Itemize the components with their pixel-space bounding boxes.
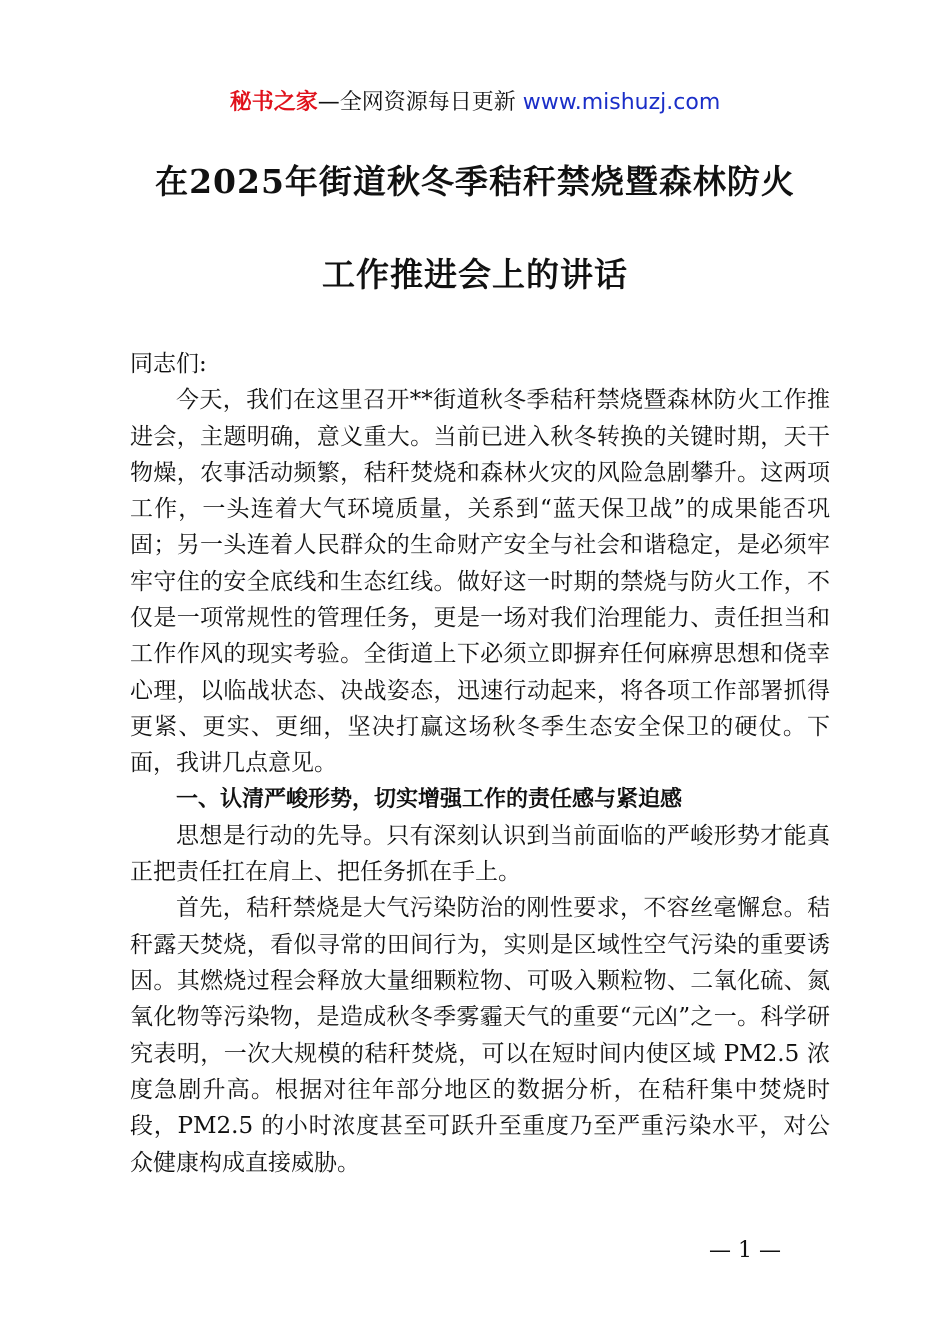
site-banner bbox=[0, 88, 950, 118]
paragraph-3: 首先，秸秆禁烧是大气污染防治的刚性要求，不容丝毫懈怠。秸秆露天焚烧，看似寻常的田间行为，实则是区域性空气污染的重要诱因。其燃烧过程会释放大量细颗粒物、可吸入颗粒物、二氧化硫、氮氧化物等污染物，是造成秋冬季雾霾天气的重要“元凶”之一。科学研究表明，一次大规模的秸秆焚烧，可以在短时间内使区域 PM2.5 浓度急剧升高。根据对往年部分地区的数据分析，在秸秆集中焚烧时段，PM2.5 的小时浓度甚至可跃升至重度乃至严重污染水平，对公众健康构成直接威胁。 bbox=[130, 895, 830, 1176]
paragraph-intro: 今天，我们在这里召开**街道秋冬季秸秆禁烧暨森林防火工作推进会，主题明确，意义重大。当前已进入秋冬转换的关键时期，天干物燥，农事活动频繁，秸秆焚烧和森林火灾的风险急剧攀升。这两项工作，一头连着大气环境质量，关系到“蓝天保卫战”的成果能否巩固；另一头连着人民群众的生命财产安全与社会和谐稳定，是必须牢牢守住的安全底线和生态红线。做好这一时期的禁烧与防火工作，不仅是一项常规性的管理任务，更是一场对我们治理能力、责任担当和工作作风的现实考验。全街道上下必须立即摒弃任何麻痹思想和侥幸心理，以临战状态、决战姿态，迅速行动起来，将各项工作部署抓得更紧、更实、更细，坚决打赢这场秋冬季生态安全保卫的硬仗。下面，我讲几点意见。 bbox=[130, 387, 830, 777]
document-body bbox=[130, 346, 830, 1181]
page-number: — 1 — bbox=[709, 1238, 781, 1263]
section-heading-1: 一、认清严峻形势，切实增强工作的责任感与紧迫感 bbox=[176, 786, 683, 812]
banner-url-link[interactable]: www.mishuzj.com bbox=[522, 90, 721, 115]
paragraph-2: 思想是行动的先导。只有深刻认识到当前面临的严峻形势才能真正把责任扛在肩上、把任务抓在手上。 bbox=[130, 822, 830, 886]
document-title-line-2: 工作推进会上的讲话 bbox=[322, 255, 628, 294]
banner-tagline: —全网资源每日更新 bbox=[317, 90, 516, 115]
salutation: 同志们: bbox=[130, 351, 207, 377]
banner-brand: 秘书之家 bbox=[229, 90, 318, 115]
document-title-line-1: 在2025年街道秋冬季秸秆禁烧暨森林防火 bbox=[155, 162, 795, 201]
